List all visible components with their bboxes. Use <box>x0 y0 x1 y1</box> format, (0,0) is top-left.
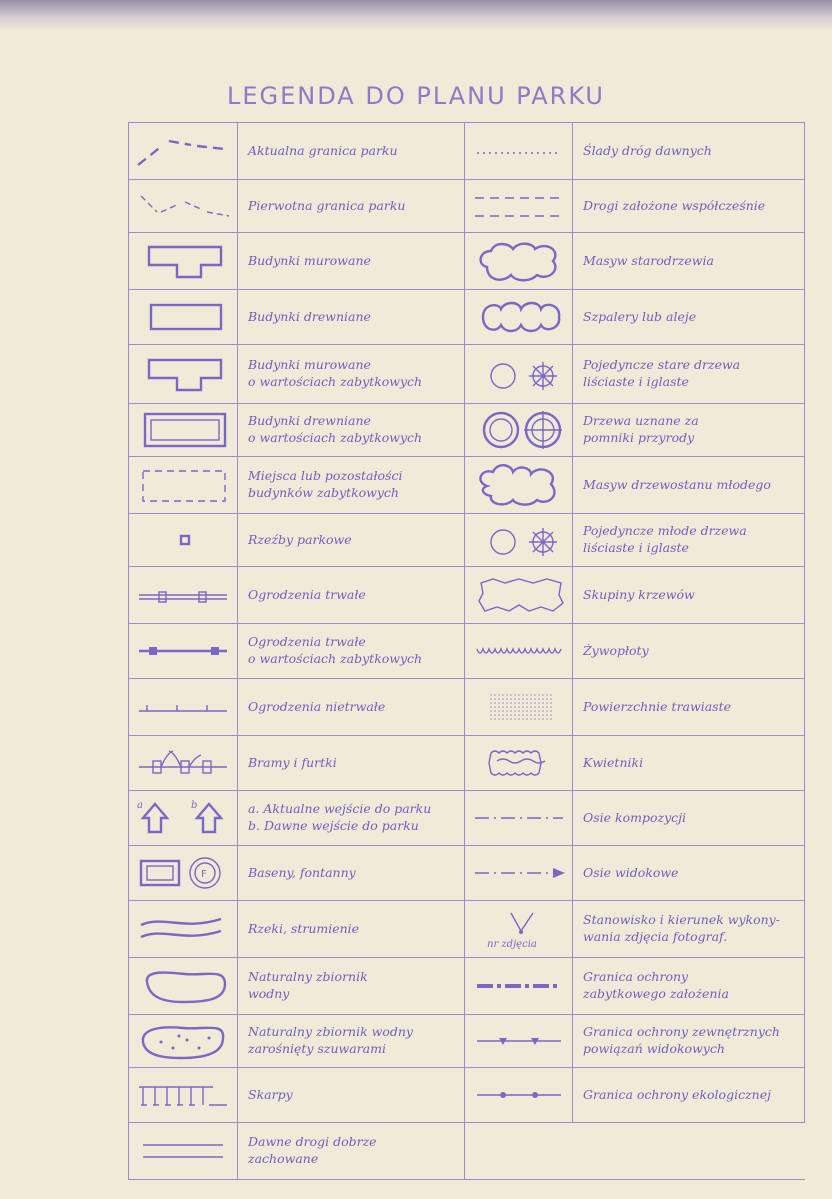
legend-label: Stanowisko i kierunek wykony- wania zdjęcia fotograf. <box>583 912 780 944</box>
pool-fountain-icon <box>129 846 238 900</box>
wooden-building-icon <box>129 290 238 344</box>
legend-label: Szpalery lub aleje <box>583 308 697 324</box>
heritage-protection-icon <box>465 958 573 1014</box>
legend-row <box>129 736 805 791</box>
young-trees-icon <box>465 514 573 566</box>
legend-row <box>129 901 805 958</box>
legend-label: Dawne drogi dobrze zachowane <box>248 1134 377 1166</box>
tree-row-icon <box>465 290 573 344</box>
legend-label: Powierzchnie trawiaste <box>583 698 731 714</box>
legend-row <box>129 457 805 514</box>
slope-icon <box>129 1068 238 1122</box>
permanent-fence-icon <box>129 567 238 623</box>
legend-row <box>129 345 805 404</box>
historic-fence-icon <box>129 624 238 678</box>
legend-label: Drogi założone współcześnie <box>583 197 766 213</box>
legend-row <box>129 1015 805 1068</box>
legend-label: Kwietniki <box>583 754 644 770</box>
dashed-modern-roads-icon <box>465 180 573 232</box>
dashed-current-boundary-icon <box>129 123 238 179</box>
legend-label: Ogrodzenia trwałe <box>248 586 366 602</box>
original-boundary-icon <box>129 180 238 232</box>
legend-row <box>129 567 805 624</box>
legend-label: Żywopłoty <box>583 642 649 658</box>
legend-label: Budynki drewniane o wartościach zabytkowych <box>248 413 423 445</box>
legend-row <box>129 791 805 846</box>
legend-label: Skarpy <box>248 1086 293 1102</box>
legend-label: Granica ochrony zewnętrznych powiązań widokowych <box>583 1024 780 1056</box>
photo-position-icon <box>465 901 573 957</box>
sculpture-icon <box>129 514 238 566</box>
legend-label: Naturalny zbiornik wodny zarośnięty szuwarami <box>248 1024 413 1056</box>
historic-brick-building-icon <box>129 345 238 403</box>
gate-icon <box>129 736 238 790</box>
old-road-icon <box>129 1123 238 1179</box>
legend-row <box>129 404 805 457</box>
legend-row <box>129 958 805 1015</box>
legend-label: Naturalny zbiornik wodny <box>248 969 368 1001</box>
view-axis-icon <box>465 846 573 900</box>
legend-row <box>129 846 805 901</box>
legend-row <box>129 123 805 180</box>
legend-label: a. Aktualne wejście do parku b. Dawne wejście do parku <box>248 801 432 833</box>
page-title: LEGENDA DO PLANU PARKU <box>226 82 605 110</box>
legend-label: Masyw drzewostanu młodego <box>583 476 771 492</box>
legend-label: Granica ochrony zabytkowego założenia <box>583 969 729 1001</box>
legend-label: Ogrodzenia trwałe o wartościach zabytkowych <box>248 634 423 666</box>
temporary-fence-icon <box>129 679 238 735</box>
legend-label: Granica ochrony ekologicznej <box>583 1086 771 1102</box>
overgrown-water-body-icon <box>129 1015 238 1067</box>
legend-label: Budynki drewniane <box>248 308 371 324</box>
legend-row <box>129 1123 805 1180</box>
legend-label: Aktualna granica parku <box>248 142 398 158</box>
legend-label: Ślady dróg dawnych <box>583 142 712 158</box>
lawn-icon <box>465 679 573 735</box>
dotted-old-roads-icon <box>465 123 573 179</box>
legend-label: Baseny, fontanny <box>248 864 356 880</box>
entrance-mark-b: b <box>191 800 198 811</box>
photo-number-label: nr zdjęcia <box>486 939 537 950</box>
legend-label: Ogrodzenia nietrwałe <box>248 698 386 714</box>
legend-label: Pojedyncze młode drzewa liściaste i iglaste <box>583 523 747 555</box>
shrub-group-icon <box>465 567 573 623</box>
entrance-arrows-icon <box>129 791 238 845</box>
composition-axis-icon <box>465 791 573 845</box>
old-tree-mass-icon <box>465 233 573 289</box>
legend-label: Rzeźby parkowe <box>248 531 352 547</box>
legend-label: Skupiny krzewów <box>583 586 695 602</box>
legend-table <box>128 122 805 1180</box>
old-trees-icon <box>465 345 573 403</box>
legend-row <box>129 624 805 679</box>
water-body-icon <box>129 958 238 1014</box>
legend-label: Osie kompozycji <box>583 809 687 825</box>
ecological-protection-icon <box>465 1068 573 1122</box>
legend-row <box>129 514 805 567</box>
legend-label: Osie widokowe <box>583 864 679 880</box>
legend-label: Miejsca lub pozostałości budynków zabytkowych <box>248 468 403 500</box>
legend-label: Drzewa uznane za pomniki przyrody <box>583 413 699 445</box>
legend-label: Bramy i furtki <box>248 754 337 770</box>
young-tree-mass-icon <box>465 457 573 513</box>
stream-icon <box>129 901 238 957</box>
legend-label: Masyw starodrzewia <box>583 252 714 268</box>
legend-label: Budynki murowane o wartościach zabytkowych <box>248 357 423 389</box>
legend-row <box>129 679 805 736</box>
monument-trees-icon <box>465 404 573 456</box>
historic-wooden-building-icon <box>129 404 238 456</box>
legend-row <box>129 290 805 345</box>
legend-label: Pierwotna granica parku <box>248 197 406 213</box>
legend-label: Pojedyncze stare drzewa liściaste i iglaste <box>583 357 741 389</box>
external-views-protection-icon <box>465 1015 573 1067</box>
scan-top-edge <box>0 0 832 30</box>
legend-label: Rzeki, strumienie <box>248 920 360 936</box>
hedge-icon <box>465 624 573 678</box>
legend-row <box>129 180 805 233</box>
legend-label: Budynki murowane <box>248 252 371 268</box>
legend-row <box>129 233 805 290</box>
flowerbed-icon <box>465 736 573 790</box>
building-remains-icon <box>129 457 238 513</box>
legend-row <box>129 1068 805 1123</box>
entrance-mark-a: a <box>137 800 143 811</box>
brick-building-icon <box>129 233 238 289</box>
fountain-mark: F <box>201 869 207 880</box>
